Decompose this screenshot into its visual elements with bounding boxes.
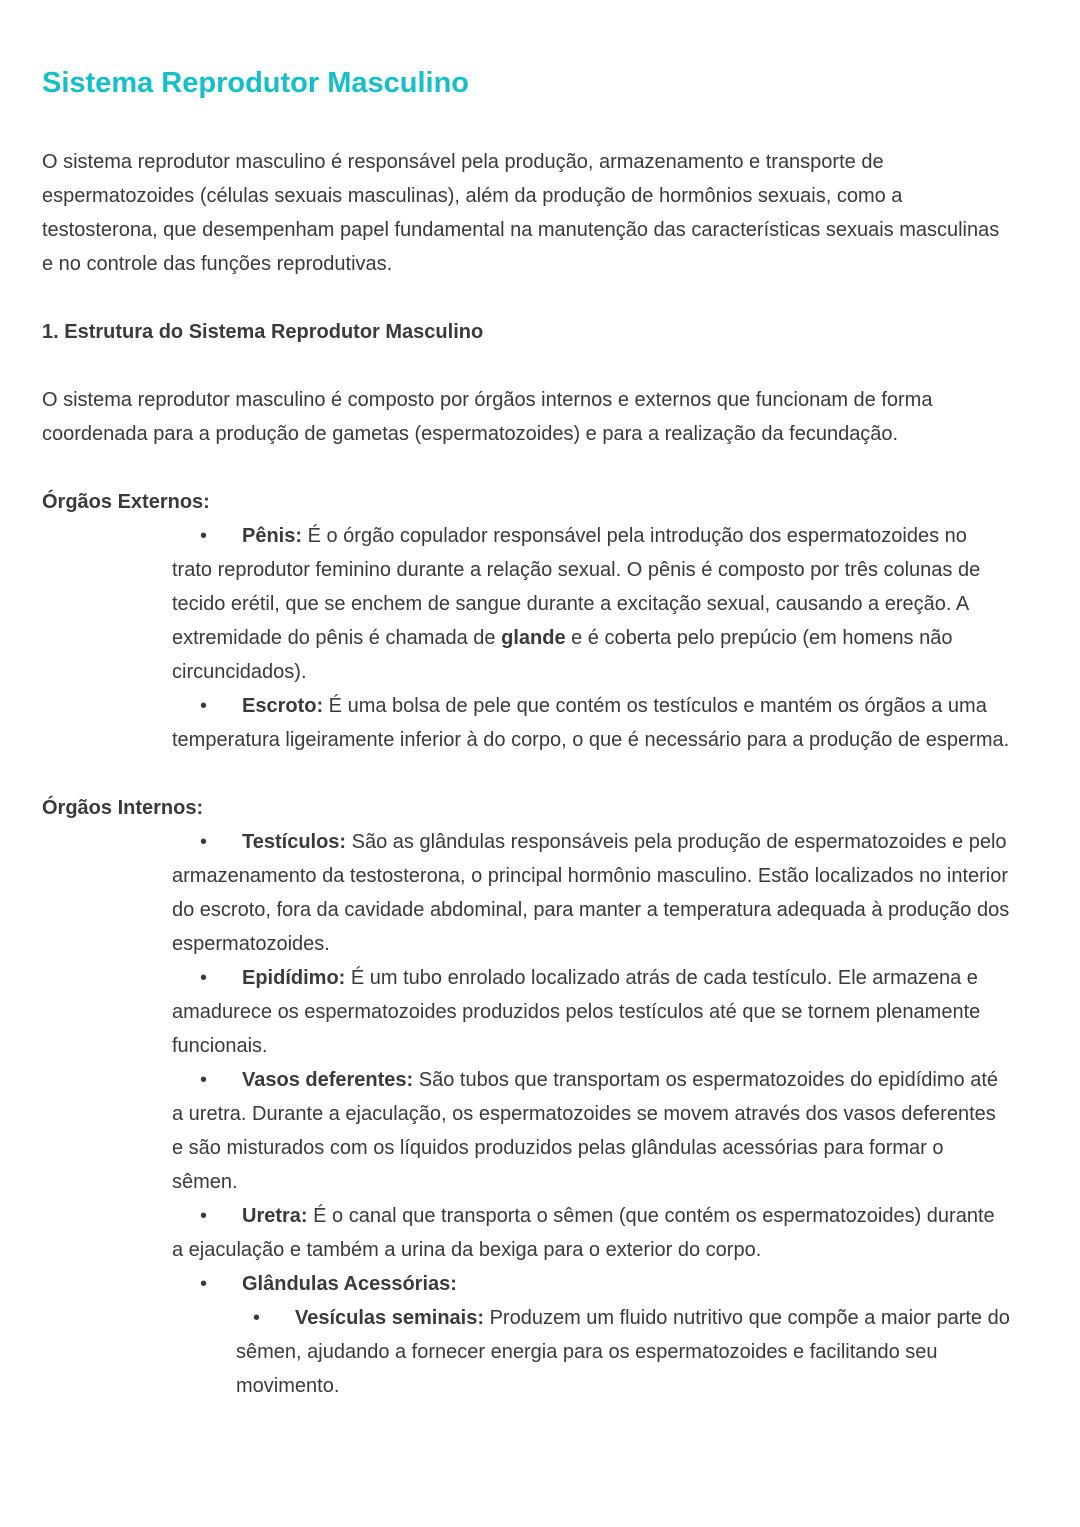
list-item-glandulas-acessorias (42, 1267, 1010, 1301)
section-1-paragraph: O sistema reprodutor masculino é composto por órgãos internos e externos que funcionam de forma coordenada para a produção de gametas (espermatozoides) e para a realização da fecundação. (42, 389, 933, 445)
list-item-testiculos (42, 825, 1010, 961)
item-text: São as glândulas responsáveis pela produção de espermatozoides e pelo armazenamento da testosterona, o principal hormônio masculino. Estão localizados no interior do escroto, fora da cavidade abdominal, para manter a temperatura adequada à produção dos espermatozoides. (172, 831, 1010, 955)
section-1-heading: 1. Estrutura do Sistema Reprodutor Masculino (42, 321, 484, 343)
bullet-marker: • (200, 525, 208, 547)
item-text: Produzem um fluido nutritivo que compõe a maior parte do sêmen, ajudando a fornecer energia para os espermatozoides e facilitando seu movimento. (236, 1307, 1010, 1397)
bullet-marker: • (200, 695, 208, 717)
subheading-orgaos-externos: Órgãos Externos: (42, 491, 210, 513)
term-uretra: Uretra: (242, 1205, 308, 1227)
list-item-escroto (42, 689, 1010, 757)
externos-list (42, 519, 1010, 757)
term-penis: Pênis: (242, 525, 303, 547)
term-vasos-deferentes: Vasos deferentes: (242, 1069, 414, 1091)
intro-paragraph: O sistema reprodutor masculino é responsável pela produção, armazenamento e transporte de espermatozoides (células sexuais masculinas), além da produção de hormônios sexuais, como a testosterona, que desempenham papel fundamental na manutenção das características sexuais masculinas e no controle das funções reprodutivas. (42, 151, 1000, 275)
term-testiculos: Testículos: (242, 831, 347, 853)
internos-list (42, 825, 1010, 1403)
item-text: É o órgão copulador responsável pela introdução dos espermatozoides no trato reprodutor feminino durante a relação sexual. O pênis é composto por três colunas de tecido erétil, que se enchem de sangue durante a excitação sexual, causando a ereção. A extremidade do pênis é chamada de (172, 525, 981, 649)
term-vesiculas-seminais: Vesículas seminais: (295, 1307, 485, 1329)
list-item-uretra (42, 1199, 1010, 1267)
list-item-vesiculas-seminais (42, 1301, 1010, 1403)
term-epididimo: Epidídimo: (242, 967, 346, 989)
list-item-penis (42, 519, 1010, 689)
bullet-marker: • (200, 1069, 208, 1091)
bullet-marker: • (253, 1307, 261, 1329)
bullet-marker: • (200, 1273, 208, 1295)
bullet-marker: • (200, 967, 208, 989)
item-text: É o canal que transporta o sêmen (que contém os espermatozoides) durante a ejaculação e também a urina da bexiga para o exterior do corpo. (172, 1205, 995, 1261)
item-text: e é coberta pelo prepúcio (em homens não circuncidados). (172, 627, 953, 683)
term-escroto: Escroto: (242, 695, 324, 717)
page-title: Sistema Reprodutor Masculino (42, 67, 470, 99)
list-item-epididimo (42, 961, 1010, 1063)
bullet-marker: • (200, 1205, 208, 1227)
bullet-marker: • (200, 831, 208, 853)
term-glande: glande (501, 627, 566, 649)
list-item-vasos-deferentes (42, 1063, 1010, 1199)
item-text: São tubos que transportam os espermatozoides do epidídimo até a uretra. Durante a ejaculação, os espermatozoides se movem através dos vasos deferentes e são misturados com os líquidos produzidos pelas glândulas acessórias para formar o sêmen. (172, 1069, 998, 1193)
subheading-orgaos-internos: Órgãos Internos: (42, 797, 204, 819)
item-text: É um tubo enrolado localizado atrás de cada testículo. Ele armazena e amadurece os espermatozoides produzidos pelos testículos até que se tornem plenamente funcionais. (172, 967, 981, 1057)
item-text: É uma bolsa de pele que contém os testículos e mantém os órgãos a uma temperatura ligeiramente inferior à do corpo, o que é necessário para a produção de esperma. (172, 695, 1010, 751)
term-glandulas-acessorias: Glândulas Acessórias: (242, 1273, 457, 1295)
